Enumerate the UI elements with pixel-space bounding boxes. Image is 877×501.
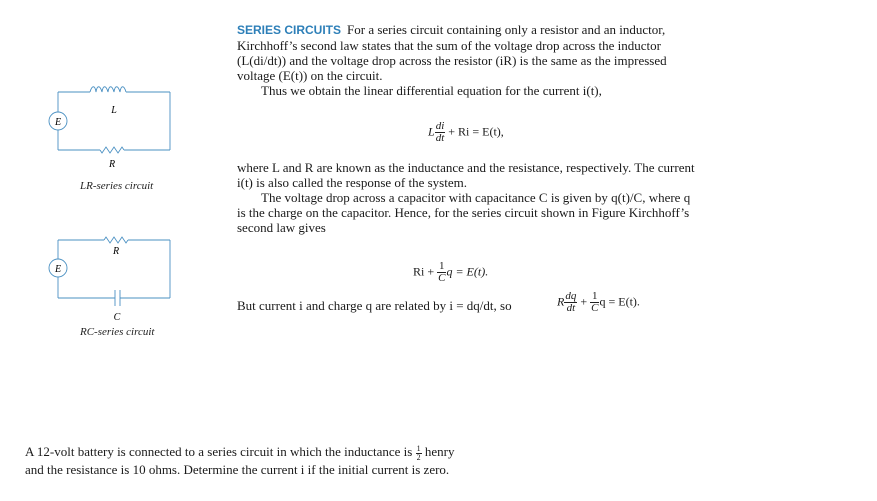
but-current-text: But current i and charge q are related by i = dq/dt, so [237, 298, 512, 313]
problem-line2: and the resistance is 10 ohms. Determine the current i if the initial current is zero. [25, 461, 450, 477]
rc-source-label: E [54, 264, 62, 275]
intro-text: For a series circuit containing only a resistor and an inductor, Kirchhoff’s second law states that the sum of the voltage drop across the inductor (L(di/dt)) and the voltage drop across the resistor (iR) is the same as the impressed voltage (E(t)) on the circuit. [237, 22, 667, 83]
rc-capacitor-label: C [113, 312, 121, 323]
rc-resistor-label: R [112, 246, 120, 257]
section-heading: SERIES CIRCUITS [237, 23, 342, 37]
lr-circuit-diagram [44, 70, 184, 180]
problem-line1: A 12-volt battery is connected to a series circuit in which the inductance is [25, 444, 413, 459]
intro-paragraph [237, 22, 702, 98]
capacitor-text: The voltage drop across a capacitor with capacitance C is given by q(t)/C, where q is the charge on the capacitor. Hence, for the series circuit shown in Figure Kirchhoff’s second law gives [237, 190, 691, 235]
problem-fraction: $\frac{1}{2}$ [416, 443, 421, 462]
lr-inductor-label: L [111, 105, 117, 116]
dq-equation: R $\frac{dq}{dt}$ + $\frac{1}{C}$ q = E(t). [557, 290, 640, 314]
lr-caption: LR-series circuit [80, 180, 154, 192]
thus-text: Thus we obtain the linear differential equation for the current i(t), [261, 83, 602, 98]
lr-equation: L $\frac{di}{dt}$ + Ri = E(t), [428, 120, 504, 144]
lr-resistor-label: R [108, 159, 116, 170]
problem-statement: A 12-volt battery is connected to a series circuit in which the inductance is $\frac{1}{2}$ henry and the resistance is 10 ohms. Determine the current i if the initial current is zero. [25, 444, 525, 477]
where-text: where L and R are known as the inductance and the resistance, respectively. The current i(t) is also called the response of the system. [237, 160, 695, 190]
rc-caption: RC-series circuit [80, 326, 155, 338]
where-paragraph [237, 160, 702, 235]
lr-source-label: E [54, 117, 62, 128]
rc-circuit-diagram [44, 228, 184, 324]
rc-equation: Ri + $\frac{1}{C}$ q = E(t). [413, 260, 489, 284]
